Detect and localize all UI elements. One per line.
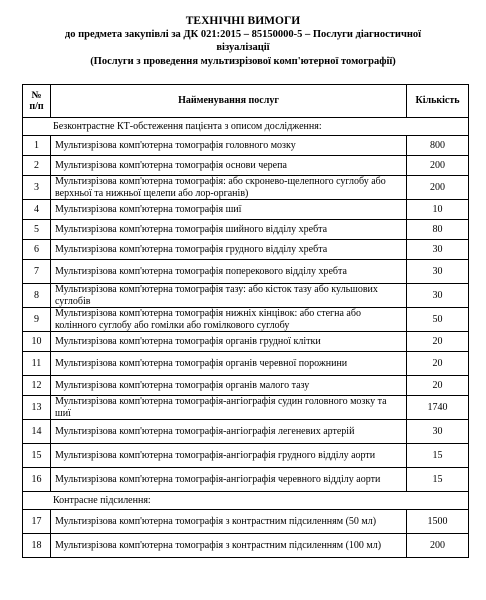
row-quantity: 1500 [407,510,469,534]
row-quantity: 200 [407,534,469,558]
row-quantity: 10 [407,200,469,220]
row-number: 13 [23,396,51,420]
row-service-name: Мультизрізова комп'ютерна томографія шийного відділу хребта [51,220,407,240]
row-number: 11 [23,352,51,376]
table-row [23,176,469,200]
table-row [23,332,469,352]
row-service-name: Мультизрізова комп'ютерна томографія органів черевної порожнини [51,352,407,376]
table-row [23,284,469,308]
table-row [23,220,469,240]
table-header-row [23,85,469,118]
table-row [23,156,469,176]
row-quantity: 30 [407,284,469,308]
row-service-name: Мультизрізова комп'ютерна томографія-ангіографія легеневих артерій [51,420,407,444]
row-service-name: Мультизрізова комп'ютерна томографія поперекового відділу хребта [51,260,407,284]
row-quantity: 50 [407,308,469,332]
row-number: 9 [23,308,51,332]
row-service-name: Мультизрізова комп'ютерна томографія шиї [51,200,407,220]
section-row-contrast [23,492,469,510]
table-row [23,444,469,468]
row-number: 6 [23,240,51,260]
row-quantity: 800 [407,136,469,156]
row-service-name: Мультизрізова комп'ютерна томографія: або скронево-щелепного суглобу або верхньої та нижньої щелепи або лор-органів) [51,176,407,200]
row-quantity: 200 [407,156,469,176]
row-service-name: Мультизрізова комп'ютерна томографія органів малого тазу [51,376,407,396]
row-quantity: 30 [407,420,469,444]
table-row [23,308,469,332]
services-table [22,84,469,558]
document-title: ТЕХНІЧНІ ВИМОГИ [185,15,301,27]
row-service-name: Мультизрізова комп'ютерна томографія органів грудної клітки [51,332,407,352]
document-subtitle: до предмета закупівлі за ДК 021:2015 – 85150000-5 – Послуги діагностичної візуалізації [64,29,422,53]
row-number: 1 [23,136,51,156]
table-row [23,510,469,534]
row-number: 17 [23,510,51,534]
row-quantity: 15 [407,444,469,468]
row-number: 12 [23,376,51,396]
column-header-quantity: Кількість [407,85,469,118]
row-number: 16 [23,468,51,492]
row-number: 7 [23,260,51,284]
table-row [23,376,469,396]
row-quantity: 30 [407,240,469,260]
row-quantity: 15 [407,468,469,492]
row-number: 18 [23,534,51,558]
row-service-name: Мультизрізова комп'ютерна томографія нижніх кінцівок: або стегна або колінного суглобу або гомілки або гомілкового суглобу [51,308,407,332]
row-number: 2 [23,156,51,176]
row-quantity: 20 [407,376,469,396]
row-service-name: Мультизрізова комп'ютерна томографія грудного відділу хребта [51,240,407,260]
row-number: 5 [23,220,51,240]
table-row [23,534,469,558]
row-number: 15 [23,444,51,468]
row-number: 3 [23,176,51,200]
section-row-noncontrast [23,118,469,136]
row-service-name: Мультизрізова комп'ютерна томографія-ангіографія судин головного мозку та шиї [51,396,407,420]
row-service-name: Мультизрізова комп'ютерна томографія тазу: або кісток тазу або кульшових суглобів [51,284,407,308]
document-header [0,14,486,68]
column-header-name: Найменування послуг [51,85,407,118]
table-row [23,420,469,444]
table-row [23,352,469,376]
document-subtitle-services: (Послуги з проведення мультизрізової комп'ютерної томографії) [90,56,396,67]
row-quantity: 20 [407,332,469,352]
row-service-name: Мультизрізова комп'ютерна томографія головного мозку [51,136,407,156]
row-number: 4 [23,200,51,220]
row-service-name: Мультизрізова комп'ютерна томографія-ангіографія черевного відділу аорти [51,468,407,492]
row-number: 14 [23,420,51,444]
section-label: Контрасне підсилення: [23,492,469,510]
table-row [23,240,469,260]
column-header-number: № п/п [23,85,51,118]
table-row [23,260,469,284]
row-quantity: 1740 [407,396,469,420]
row-service-name: Мультизрізова комп'ютерна томографія з контрастним підсиленням (50 мл) [51,510,407,534]
row-number: 8 [23,284,51,308]
row-service-name: Мультизрізова комп'ютерна томографія основи черепа [51,156,407,176]
row-quantity: 20 [407,352,469,376]
row-number: 10 [23,332,51,352]
table-row [23,200,469,220]
table-row [23,396,469,420]
table-row [23,136,469,156]
row-quantity: 30 [407,260,469,284]
row-quantity: 200 [407,176,469,200]
table-row [23,468,469,492]
row-service-name: Мультизрізова комп'ютерна томографія з контрастним підсиленням (100 мл) [51,534,407,558]
section-label: Безконтрастне КТ-обстеження пацієнта з описом дослідження: [23,118,469,136]
row-service-name: Мультизрізова комп'ютерна томографія-ангіографія грудного відділу аорти [51,444,407,468]
row-quantity: 80 [407,220,469,240]
